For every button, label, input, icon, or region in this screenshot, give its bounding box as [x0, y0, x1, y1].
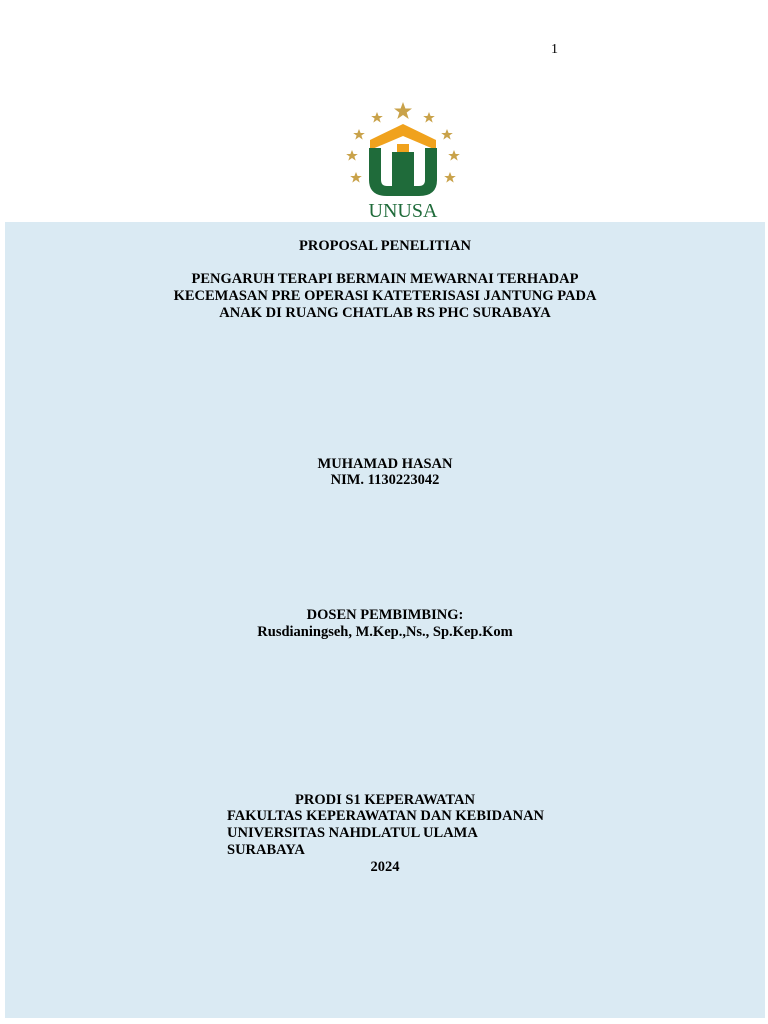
- supervisor-heading: DOSEN PEMBIMBING:: [306, 607, 464, 623]
- title-line-1: PENGARUH TERAPI BERMAIN MEWARNAI TERHADAP: [191, 271, 579, 287]
- cover-panel: [5, 222, 765, 1018]
- institution-line-1: PRODI S1 KEPERAWATAN: [295, 792, 475, 808]
- title-line-3: ANAK DI RUANG CHATLAB RS PHC SURABAYA: [219, 305, 551, 321]
- supervisor-name: Rusdianingseh, M.Kep.,Ns., Sp.Kep.Kom: [257, 624, 513, 640]
- institution-line-3: UNIVERSITAS NAHDLATUL ULAMA: [227, 825, 478, 841]
- svg-text:UNUSA: UNUSA: [368, 200, 438, 222]
- institution-line-2: FAKULTAS KEPERAWATAN DAN KEBIDANAN: [227, 808, 545, 824]
- year: 2024: [370, 859, 400, 875]
- institution-line-4: SURABAYA: [227, 842, 305, 858]
- document-type: PROPOSAL PENELITIAN: [298, 238, 472, 254]
- title-line-2: KECEMASAN PRE OPERASI KATETERISASI JANTUNG PADA: [173, 288, 597, 304]
- unusa-logo-icon: [342, 100, 466, 224]
- author-name: MUHAMAD HASAN: [317, 456, 453, 472]
- university-logo: [342, 100, 466, 224]
- author-nim: NIM. 1130223042: [330, 472, 440, 488]
- page-number: 1: [551, 42, 558, 57]
